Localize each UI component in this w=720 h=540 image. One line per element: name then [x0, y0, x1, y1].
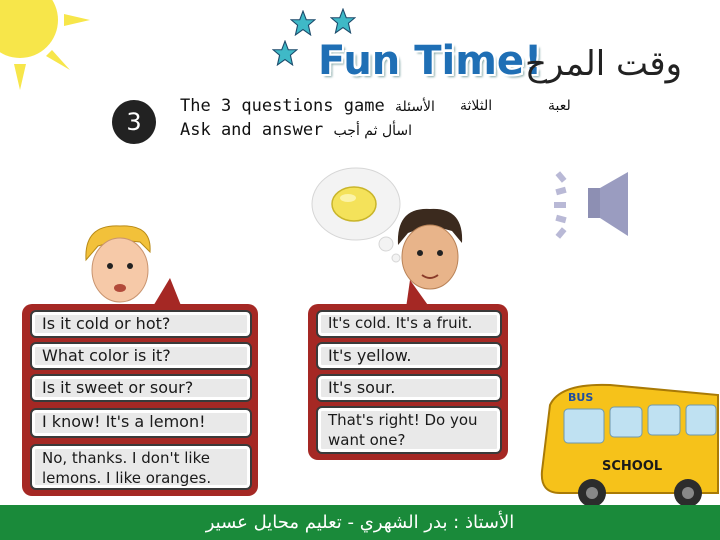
- star-icon: [290, 10, 316, 36]
- subtitle-line-2: [180, 120, 412, 140]
- speaker-icon[interactable]: [552, 168, 634, 240]
- dialogue-line: Is it cold or hot?: [30, 310, 252, 338]
- page-title-arabic: وقت المرح: [525, 44, 683, 84]
- star-icon: [330, 8, 356, 34]
- footer-banner: الأستاذ : بدر الشهري - تعليم محايل عسير: [0, 505, 720, 540]
- subtitle-en: The 3 questions game: [180, 96, 385, 116]
- lemon-icon: [332, 187, 376, 221]
- subtitle-ar-word: لعبة: [548, 98, 571, 114]
- dialogue-line: It's cold. It's a fruit.: [316, 310, 502, 338]
- speech-tail: [400, 280, 440, 308]
- dialogue-line: What color is it?: [30, 342, 252, 370]
- bus-label-top: BUS: [568, 391, 594, 404]
- slide-number-badge: 3: [112, 100, 156, 144]
- subtitle-en: Ask and answer: [180, 120, 324, 140]
- dialogue-line: I know! It's a lemon!: [30, 408, 252, 438]
- dialogue-line: That's right! Do you want one?: [316, 406, 502, 454]
- dialogue-line: Is it sweet or sour?: [30, 374, 252, 402]
- sun-icon: [0, 0, 100, 100]
- speech-tail: [148, 278, 188, 308]
- school-bus-icon: [530, 375, 720, 505]
- page-title: Fun Time!: [318, 38, 543, 84]
- bus-label-bottom: SCHOOL: [602, 459, 663, 474]
- subtitle-ar-word: الأسئلة: [394, 99, 435, 115]
- dialogue-line: No, thanks. I don't like lemons. I like oranges.: [30, 444, 252, 490]
- subtitle-line-1: [180, 96, 435, 116]
- subtitle-ar-word: الثلاثة: [460, 98, 493, 114]
- subtitle-ar: اسأل ثم أجب: [333, 123, 413, 139]
- dialogue-line: It's yellow.: [316, 342, 502, 370]
- star-icon: [272, 40, 298, 66]
- dialogue-line: It's sour.: [316, 374, 502, 402]
